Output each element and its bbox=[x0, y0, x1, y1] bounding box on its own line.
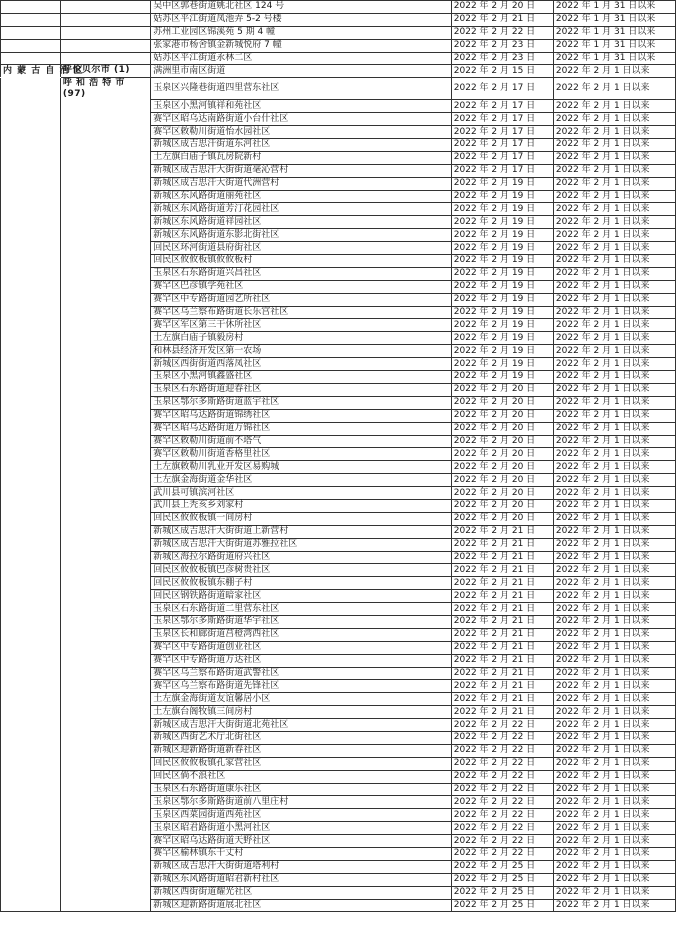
location-cell: 土左旗金海街道友谊馨居小区 bbox=[151, 693, 452, 706]
table-row bbox=[1, 1, 676, 14]
date-cell: 2022 年 2 月 19 日 bbox=[451, 229, 553, 242]
date-cell: 2022 年 2 月 17 日 bbox=[451, 113, 553, 126]
date-cell: 2022 年 2 月 22 日 bbox=[451, 796, 553, 809]
location-cell: 新城区成吉思汗街道东河社区 bbox=[151, 139, 452, 152]
date-cell: 2022 年 2 月 20 日 bbox=[451, 383, 553, 396]
since-cell: 2022 年 2 月 1 日以来 bbox=[553, 641, 675, 654]
location-cell: 回民区攸攸板镇孔家营社区 bbox=[151, 757, 452, 770]
table-row bbox=[1, 78, 676, 100]
since-cell: 2022 年 2 月 1 日以来 bbox=[553, 603, 675, 616]
since-cell: 2022 年 2 月 1 日以来 bbox=[553, 280, 675, 293]
date-cell: 2022 年 2 月 19 日 bbox=[451, 280, 553, 293]
since-cell: 2022 年 2 月 1 日以来 bbox=[553, 306, 675, 319]
location-cell: 和林县经济开发区第一农场 bbox=[151, 345, 452, 358]
location-cell: 玉泉区石东路街道二里营东社区 bbox=[151, 603, 452, 616]
province-cell bbox=[1, 26, 61, 39]
location-cell: 土左旗敕勒川乳业开发区易购城 bbox=[151, 461, 452, 474]
date-cell: 2022 年 2 月 25 日 bbox=[451, 873, 553, 886]
city-cell bbox=[60, 13, 150, 26]
date-cell: 2022 年 2 月 17 日 bbox=[451, 78, 553, 100]
date-cell: 2022 年 2 月 20 日 bbox=[451, 422, 553, 435]
date-cell: 2022 年 2 月 21 日 bbox=[451, 13, 553, 26]
location-cell: 玉泉区兴隆巷街道四里营东社区 bbox=[151, 78, 452, 100]
since-cell: 2022 年 2 月 1 日以来 bbox=[553, 783, 675, 796]
location-cell: 赛罕区敕勒川街道前不塔气 bbox=[151, 435, 452, 448]
location-cell: 赛罕区军区第三干休所社区 bbox=[151, 319, 452, 332]
table-row bbox=[1, 39, 676, 52]
location-cell: 回民区攸攸板镇一间房村 bbox=[151, 512, 452, 525]
location-cell: 赛罕区乌兰察布路街道先锋社区 bbox=[151, 680, 452, 693]
location-cell: 赛罕区昭乌达南路街道小台什社区 bbox=[151, 113, 452, 126]
date-cell: 2022 年 2 月 20 日 bbox=[451, 499, 553, 512]
date-cell: 2022 年 2 月 22 日 bbox=[451, 835, 553, 848]
since-cell: 2022 年 2 月 1 日以来 bbox=[553, 564, 675, 577]
location-cell: 赛罕区敕勒川街道香格里社区 bbox=[151, 448, 452, 461]
date-cell: 2022 年 2 月 17 日 bbox=[451, 100, 553, 113]
since-cell: 2022 年 2 月 1 日以来 bbox=[553, 151, 675, 164]
date-cell: 2022 年 2 月 21 日 bbox=[451, 551, 553, 564]
location-cell: 新城区成吉思汗大街街道苏雅拉社区 bbox=[151, 538, 452, 551]
date-cell: 2022 年 2 月 20 日 bbox=[451, 487, 553, 500]
province-cell bbox=[1, 52, 61, 65]
province-cell bbox=[1, 13, 61, 26]
city-cell: 呼 和 浩 特 市 (97) bbox=[60, 78, 150, 912]
date-cell: 2022 年 2 月 19 日 bbox=[451, 319, 553, 332]
location-cell: 玉泉区石东路街道迎春社区 bbox=[151, 383, 452, 396]
location-cell: 回民区攸攸板镇巴彦树贵社区 bbox=[151, 564, 452, 577]
since-cell: 2022 年 2 月 1 日以来 bbox=[553, 203, 675, 216]
location-cell: 新城区成吉思汗大街街道塔利村 bbox=[151, 860, 452, 873]
location-cell: 姑苏区平江街道凤池弄 5-2 号楼 bbox=[151, 13, 452, 26]
since-cell: 2022 年 2 月 1 日以来 bbox=[553, 345, 675, 358]
date-cell: 2022 年 2 月 19 日 bbox=[451, 216, 553, 229]
location-cell: 赛罕区昭乌达路街道锦绣社区 bbox=[151, 409, 452, 422]
date-cell: 2022 年 2 月 19 日 bbox=[451, 255, 553, 268]
location-cell: 满洲里市南区街道 bbox=[151, 65, 452, 78]
location-cell: 新城区迎新路街道展北社区 bbox=[151, 899, 452, 912]
since-cell: 2022 年 2 月 1 日以来 bbox=[553, 422, 675, 435]
since-cell: 2022 年 2 月 1 日以来 bbox=[553, 873, 675, 886]
location-cell: 新城区海拉尔路街道府兴社区 bbox=[151, 551, 452, 564]
location-cell: 新城区东风路街道昭君新村社区 bbox=[151, 873, 452, 886]
city-cell bbox=[60, 26, 150, 39]
location-cell: 姑苏区平江街道永林二区 bbox=[151, 52, 452, 65]
since-cell: 2022 年 2 月 1 日以来 bbox=[553, 293, 675, 306]
date-cell: 2022 年 2 月 21 日 bbox=[451, 590, 553, 603]
since-cell: 2022 年 2 月 1 日以来 bbox=[553, 190, 675, 203]
since-cell: 2022 年 1 月 31 日以来 bbox=[553, 13, 675, 26]
date-cell: 2022 年 2 月 22 日 bbox=[451, 848, 553, 861]
since-cell: 2022 年 2 月 1 日以来 bbox=[553, 551, 675, 564]
since-cell: 2022 年 2 月 1 日以来 bbox=[553, 487, 675, 500]
date-cell: 2022 年 2 月 17 日 bbox=[451, 164, 553, 177]
date-cell: 2022 年 2 月 23 日 bbox=[451, 39, 553, 52]
since-cell: 2022 年 2 月 1 日以来 bbox=[553, 744, 675, 757]
date-cell: 2022 年 2 月 22 日 bbox=[451, 757, 553, 770]
date-cell: 2022 年 2 月 21 日 bbox=[451, 538, 553, 551]
location-cell: 玉泉区鄂尔多斯路街道前八里庄村 bbox=[151, 796, 452, 809]
since-cell: 2022 年 2 月 1 日以来 bbox=[553, 848, 675, 861]
location-cell: 回民区倘不浪社区 bbox=[151, 770, 452, 783]
since-cell: 2022 年 2 月 1 日以来 bbox=[553, 719, 675, 732]
table-row bbox=[1, 13, 676, 26]
since-cell: 2022 年 2 月 1 日以来 bbox=[553, 654, 675, 667]
since-cell: 2022 年 2 月 1 日以来 bbox=[553, 409, 675, 422]
location-cell: 赛罕区昭乌达路街道天野社区 bbox=[151, 835, 452, 848]
location-cell: 回民区环河街道县府街社区 bbox=[151, 242, 452, 255]
date-cell: 2022 年 2 月 25 日 bbox=[451, 899, 553, 912]
date-cell: 2022 年 2 月 21 日 bbox=[451, 564, 553, 577]
since-cell: 2022 年 2 月 1 日以来 bbox=[553, 512, 675, 525]
location-cell: 土左旗白庙子镇毅房村 bbox=[151, 332, 452, 345]
location-cell: 玉泉区鄂尔多斯路街道华宇社区 bbox=[151, 615, 452, 628]
since-cell: 2022 年 2 月 1 日以来 bbox=[553, 731, 675, 744]
location-cell: 土左旗白庙子镇瓦房院新村 bbox=[151, 151, 452, 164]
since-cell: 2022 年 2 月 1 日以来 bbox=[553, 693, 675, 706]
location-cell: 新城区成吉思汗大街街道上新营村 bbox=[151, 525, 452, 538]
since-cell: 2022 年 2 月 1 日以来 bbox=[553, 577, 675, 590]
since-cell: 2022 年 2 月 1 日以来 bbox=[553, 461, 675, 474]
province-cell bbox=[1, 1, 61, 14]
since-cell: 2022 年 2 月 1 日以来 bbox=[553, 255, 675, 268]
location-cell: 新城区东风路街道丽苑社区 bbox=[151, 190, 452, 203]
since-cell: 2022 年 2 月 1 日以来 bbox=[553, 706, 675, 719]
location-cell: 新城区西街街道西落凤社区 bbox=[151, 358, 452, 371]
date-cell: 2022 年 2 月 20 日 bbox=[451, 409, 553, 422]
since-cell: 2022 年 2 月 1 日以来 bbox=[553, 358, 675, 371]
date-cell: 2022 年 2 月 22 日 bbox=[451, 731, 553, 744]
city-cell bbox=[60, 52, 150, 65]
date-cell: 2022 年 2 月 17 日 bbox=[451, 151, 553, 164]
location-cell: 土左旗台阁牧镇三间房村 bbox=[151, 706, 452, 719]
since-cell: 2022 年 2 月 1 日以来 bbox=[553, 100, 675, 113]
date-cell: 2022 年 2 月 20 日 bbox=[451, 512, 553, 525]
location-cell: 回民区攸攸板镇攸攸板村 bbox=[151, 255, 452, 268]
location-cell: 赛罕区昭乌达路街道万锦社区 bbox=[151, 422, 452, 435]
since-cell: 2022 年 2 月 1 日以来 bbox=[553, 177, 675, 190]
location-cell: 玉泉区长和廊街道莒橙湾西社区 bbox=[151, 628, 452, 641]
since-cell: 2022 年 2 月 1 日以来 bbox=[553, 65, 675, 78]
date-cell: 2022 年 2 月 19 日 bbox=[451, 332, 553, 345]
city-cell bbox=[60, 39, 150, 52]
since-cell: 2022 年 2 月 1 日以来 bbox=[553, 332, 675, 345]
date-cell: 2022 年 2 月 17 日 bbox=[451, 139, 553, 152]
since-cell: 2022 年 2 月 1 日以来 bbox=[553, 435, 675, 448]
date-cell: 2022 年 2 月 20 日 bbox=[451, 474, 553, 487]
date-cell: 2022 年 2 月 21 日 bbox=[451, 654, 553, 667]
date-cell: 2022 年 2 月 19 日 bbox=[451, 293, 553, 306]
since-cell: 2022 年 2 月 1 日以来 bbox=[553, 860, 675, 873]
since-cell: 2022 年 2 月 1 日以来 bbox=[553, 242, 675, 255]
since-cell: 2022 年 2 月 1 日以来 bbox=[553, 538, 675, 551]
since-cell: 2022 年 1 月 31 日以来 bbox=[553, 26, 675, 39]
date-cell: 2022 年 2 月 19 日 bbox=[451, 306, 553, 319]
since-cell: 2022 年 2 月 1 日以来 bbox=[553, 229, 675, 242]
location-cell: 赛罕区中专路街道园艺所社区 bbox=[151, 293, 452, 306]
region-cell: 内 蒙 古 自 治 区 bbox=[1, 65, 61, 78]
location-cell: 新城区成吉思汗大街街道毫沁营村 bbox=[151, 164, 452, 177]
location-cell: 新城区东风路街道芳汀花园社区 bbox=[151, 203, 452, 216]
location-cell: 土左旗金海街道金华社区 bbox=[151, 474, 452, 487]
location-cell: 回民区钢铁路街道暗家社区 bbox=[151, 590, 452, 603]
date-cell: 2022 年 2 月 22 日 bbox=[451, 770, 553, 783]
since-cell: 2022 年 2 月 1 日以来 bbox=[553, 267, 675, 280]
date-cell: 2022 年 2 月 21 日 bbox=[451, 525, 553, 538]
location-cell: 武川县上秃亥乡刘家村 bbox=[151, 499, 452, 512]
date-cell: 2022 年 2 月 21 日 bbox=[451, 680, 553, 693]
date-cell: 2022 年 2 月 22 日 bbox=[451, 26, 553, 39]
since-cell: 2022 年 2 月 1 日以来 bbox=[553, 796, 675, 809]
location-cell: 玉泉区石东路街道兴昌社区 bbox=[151, 267, 452, 280]
since-cell: 2022 年 2 月 1 日以来 bbox=[553, 319, 675, 332]
location-cell: 玉泉区石东路街道康乐社区 bbox=[151, 783, 452, 796]
location-cell: 新城区迎新路街道新春社区 bbox=[151, 744, 452, 757]
city-cell bbox=[60, 1, 150, 14]
location-cell: 赛罕区中专路街道万达社区 bbox=[151, 654, 452, 667]
since-cell: 2022 年 2 月 1 日以来 bbox=[553, 78, 675, 100]
date-cell: 2022 年 2 月 15 日 bbox=[451, 65, 553, 78]
since-cell: 2022 年 2 月 1 日以来 bbox=[553, 371, 675, 384]
table-row bbox=[1, 26, 676, 39]
since-cell: 2022 年 2 月 1 日以来 bbox=[553, 499, 675, 512]
since-cell: 2022 年 1 月 31 日以来 bbox=[553, 52, 675, 65]
since-cell: 2022 年 2 月 1 日以来 bbox=[553, 590, 675, 603]
date-cell: 2022 年 2 月 21 日 bbox=[451, 577, 553, 590]
location-cell: 赛罕区中专路街道创业社区 bbox=[151, 641, 452, 654]
date-cell: 2022 年 2 月 21 日 bbox=[451, 693, 553, 706]
date-cell: 2022 年 2 月 19 日 bbox=[451, 203, 553, 216]
date-cell: 2022 年 2 月 21 日 bbox=[451, 641, 553, 654]
location-cell: 武川县可镇滨河社区 bbox=[151, 487, 452, 500]
since-cell: 2022 年 2 月 1 日以来 bbox=[553, 139, 675, 152]
city-cell: 呼伦贝尔市 (1) bbox=[60, 65, 150, 78]
date-cell: 2022 年 2 月 21 日 bbox=[451, 706, 553, 719]
since-cell: 2022 年 2 月 1 日以来 bbox=[553, 757, 675, 770]
location-cell: 赛罕区乌兰察布路街道武警社区 bbox=[151, 667, 452, 680]
date-cell: 2022 年 2 月 19 日 bbox=[451, 371, 553, 384]
since-cell: 2022 年 2 月 1 日以来 bbox=[553, 615, 675, 628]
location-cell: 新城区东风路街道东影北街社区 bbox=[151, 229, 452, 242]
date-cell: 2022 年 2 月 19 日 bbox=[451, 190, 553, 203]
date-cell: 2022 年 2 月 19 日 bbox=[451, 358, 553, 371]
since-cell: 2022 年 2 月 1 日以来 bbox=[553, 126, 675, 139]
table-row bbox=[1, 65, 676, 78]
date-cell: 2022 年 2 月 22 日 bbox=[451, 822, 553, 835]
date-cell: 2022 年 2 月 22 日 bbox=[451, 783, 553, 796]
since-cell: 2022 年 2 月 1 日以来 bbox=[553, 899, 675, 912]
location-cell: 赛罕区敕勒川街道怡水园社区 bbox=[151, 126, 452, 139]
table-row bbox=[1, 52, 676, 65]
date-cell: 2022 年 2 月 22 日 bbox=[451, 744, 553, 757]
location-cell: 新城区西街艺术厅北街社区 bbox=[151, 731, 452, 744]
location-cell: 新城区东风路街道祥园社区 bbox=[151, 216, 452, 229]
since-cell: 2022 年 2 月 1 日以来 bbox=[553, 448, 675, 461]
date-cell: 2022 年 2 月 19 日 bbox=[451, 242, 553, 255]
since-cell: 2022 年 1 月 31 日以来 bbox=[553, 39, 675, 52]
location-cell: 苏州工业园区锦溪苑 5 期 4 幢 bbox=[151, 26, 452, 39]
since-cell: 2022 年 2 月 1 日以来 bbox=[553, 835, 675, 848]
region-cell bbox=[1, 78, 61, 912]
location-cell: 回民区攸攸板镇东棚子村 bbox=[151, 577, 452, 590]
since-cell: 2022 年 2 月 1 日以来 bbox=[553, 474, 675, 487]
since-cell: 2022 年 2 月 1 日以来 bbox=[553, 809, 675, 822]
date-cell: 2022 年 2 月 23 日 bbox=[451, 52, 553, 65]
date-cell: 2022 年 2 月 21 日 bbox=[451, 667, 553, 680]
location-cell: 玉泉区小黑河镇祥和苑社区 bbox=[151, 100, 452, 113]
location-cell: 张家港市杨舍镇金新城悦府 7 幢 bbox=[151, 39, 452, 52]
date-cell: 2022 年 2 月 20 日 bbox=[451, 1, 553, 14]
since-cell: 2022 年 2 月 1 日以来 bbox=[553, 667, 675, 680]
since-cell: 2022 年 2 月 1 日以来 bbox=[553, 770, 675, 783]
location-cell: 赛罕区巴彦镇学苑社区 bbox=[151, 280, 452, 293]
date-cell: 2022 年 2 月 21 日 bbox=[451, 615, 553, 628]
date-cell: 2022 年 2 月 20 日 bbox=[451, 448, 553, 461]
date-cell: 2022 年 2 月 25 日 bbox=[451, 886, 553, 899]
date-cell: 2022 年 2 月 21 日 bbox=[451, 603, 553, 616]
date-cell: 2022 年 2 月 25 日 bbox=[451, 860, 553, 873]
since-cell: 2022 年 2 月 1 日以来 bbox=[553, 822, 675, 835]
since-cell: 2022 年 1 月 31 日以来 bbox=[553, 1, 675, 14]
since-cell: 2022 年 2 月 1 日以来 bbox=[553, 886, 675, 899]
since-cell: 2022 年 2 月 1 日以来 bbox=[553, 680, 675, 693]
date-cell: 2022 年 2 月 22 日 bbox=[451, 719, 553, 732]
location-cell: 吴中区郭巷街道姚北社区 124 号 bbox=[151, 1, 452, 14]
location-cell: 玉泉区鄂尔多斯路街道蓝宇社区 bbox=[151, 396, 452, 409]
date-cell: 2022 年 2 月 19 日 bbox=[451, 177, 553, 190]
since-cell: 2022 年 2 月 1 日以来 bbox=[553, 525, 675, 538]
location-cell: 玉泉区小黑河镇鑫盛社区 bbox=[151, 371, 452, 384]
location-cell: 新城区西街街道耀光社区 bbox=[151, 886, 452, 899]
since-cell: 2022 年 2 月 1 日以来 bbox=[553, 164, 675, 177]
since-cell: 2022 年 2 月 1 日以来 bbox=[553, 113, 675, 126]
date-cell: 2022 年 2 月 21 日 bbox=[451, 628, 553, 641]
since-cell: 2022 年 2 月 1 日以来 bbox=[553, 216, 675, 229]
province-cell bbox=[1, 39, 61, 52]
location-cell: 玉泉区西菜园街道西苑社区 bbox=[151, 809, 452, 822]
location-cell: 新城区成吉思汗大街道代洲营村 bbox=[151, 177, 452, 190]
location-cell: 玉泉区昭君路街道小黑河社区 bbox=[151, 822, 452, 835]
date-cell: 2022 年 2 月 20 日 bbox=[451, 396, 553, 409]
date-cell: 2022 年 2 月 22 日 bbox=[451, 809, 553, 822]
date-cell: 2022 年 2 月 17 日 bbox=[451, 126, 553, 139]
location-cell: 赛罕区乌兰察布路街道长乐宫社区 bbox=[151, 306, 452, 319]
location-cell: 赛罕区榆林镇东干丈村 bbox=[151, 848, 452, 861]
date-cell: 2022 年 2 月 20 日 bbox=[451, 435, 553, 448]
since-cell: 2022 年 2 月 1 日以来 bbox=[553, 383, 675, 396]
date-cell: 2022 年 2 月 19 日 bbox=[451, 267, 553, 280]
since-cell: 2022 年 2 月 1 日以来 bbox=[553, 628, 675, 641]
date-cell: 2022 年 2 月 19 日 bbox=[451, 345, 553, 358]
since-cell: 2022 年 2 月 1 日以来 bbox=[553, 396, 675, 409]
date-cell: 2022 年 2 月 20 日 bbox=[451, 461, 553, 474]
location-cell: 新城区成吉思汗大街街道北苑社区 bbox=[151, 719, 452, 732]
